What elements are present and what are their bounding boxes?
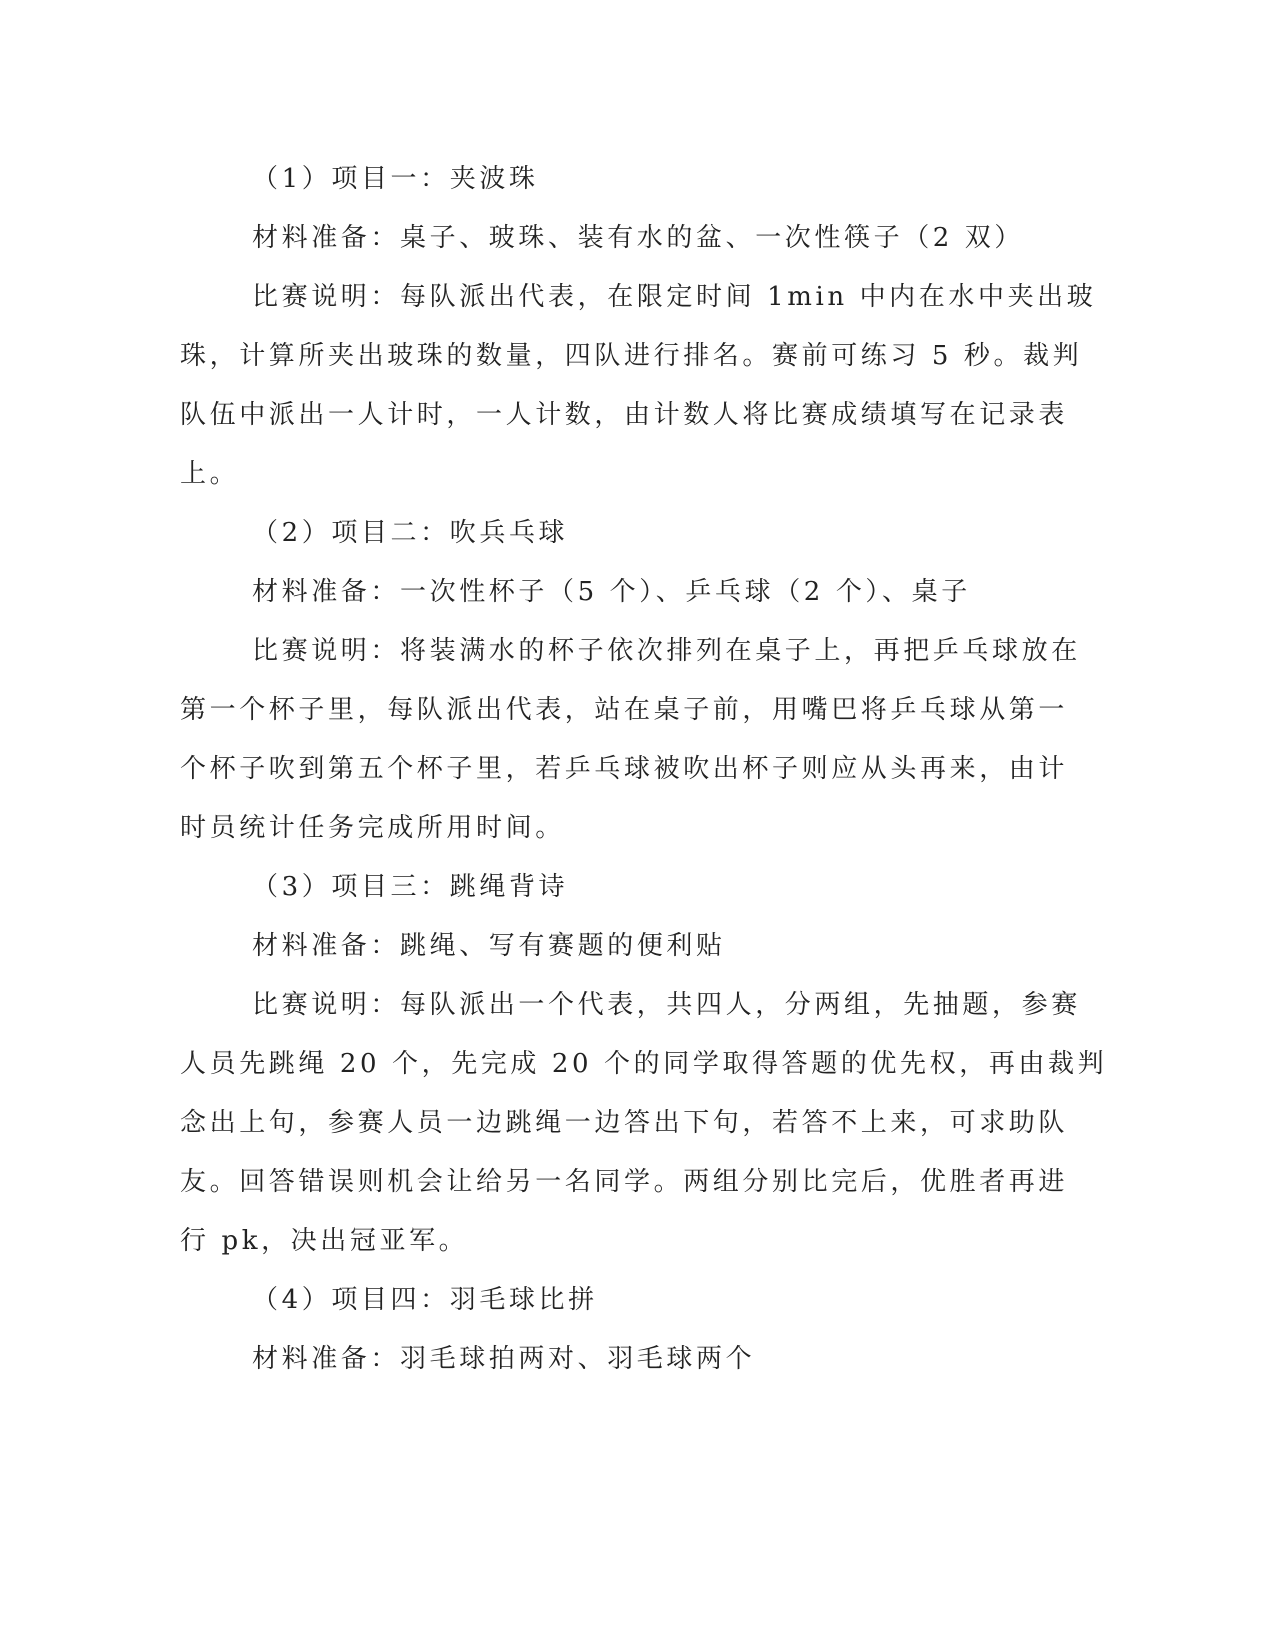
- section-2-description-line: 比赛说明：将装满水的杯子依次排列在桌子上，再把乒乓球放在: [252, 636, 1081, 666]
- section-2-description: [180, 622, 1081, 858]
- section-4-materials: 材料准备：羽毛球拍两对、羽毛球两个: [252, 1344, 756, 1374]
- section-2-description-line: 第一个杯子里，每队派出代表，站在桌子前，用嘴巴将乒乓球从第一: [180, 695, 1069, 725]
- section-2-heading: （2）项目二：吹兵乓球: [252, 518, 569, 548]
- section-1-description-line: 珠，计算所夹出玻珠的数量，四队进行排名。赛前可练习 5 秒。裁判: [180, 341, 1083, 371]
- document-page: [180, 150, 1108, 1389]
- section-3-description-line: 行 pk，决出冠亚军。: [180, 1226, 469, 1256]
- section-1-description: [180, 268, 1097, 504]
- section-3-description-line: 人员先跳绳 20 个，先完成 20 个的同学取得答题的优先权，再由裁判: [180, 1049, 1108, 1079]
- section-2-description-line: 时员统计任务完成所用时间。: [180, 813, 565, 843]
- section-4-heading: （4）项目四：羽毛球比拼: [252, 1285, 598, 1315]
- section-1-description-line: 队伍中派出一人计时，一人计数，由计数人将比赛成绩填写在记录表: [180, 400, 1069, 430]
- section-2-description-line: 个杯子吹到第五个杯子里，若乒乓球被吹出杯子则应从头再来，由计: [180, 754, 1069, 784]
- section-1-description-line: 上。: [180, 459, 240, 489]
- section-3-description-line: 比赛说明：每队派出一个代表，共四人，分两组，先抽题，参赛: [252, 990, 1081, 1020]
- section-2-materials: 材料准备：一次性杯子（5 个）、乒乓球（2 个）、桌子: [252, 577, 971, 607]
- section-3-description: [180, 976, 1108, 1271]
- section-1-materials: 材料准备：桌子、玻珠、装有水的盆、一次性筷子（2 双）: [252, 223, 1025, 253]
- section-1-description-line: 比赛说明：每队派出代表，在限定时间 1min 中内在水中夹出玻: [252, 282, 1097, 312]
- section-3-materials: 材料准备：跳绳、写有赛题的便利贴: [252, 931, 726, 961]
- section-3-description-line: 友。回答错误则机会让给另一名同学。两组分别比完后，优胜者再进: [180, 1167, 1069, 1197]
- section-1-heading: （1）项目一：夹波珠: [252, 164, 539, 194]
- section-3-heading: （3）项目三：跳绳背诗: [252, 872, 569, 902]
- section-3-description-line: 念出上句，参赛人员一边跳绳一边答出下句，若答不上来，可求助队: [180, 1108, 1069, 1138]
